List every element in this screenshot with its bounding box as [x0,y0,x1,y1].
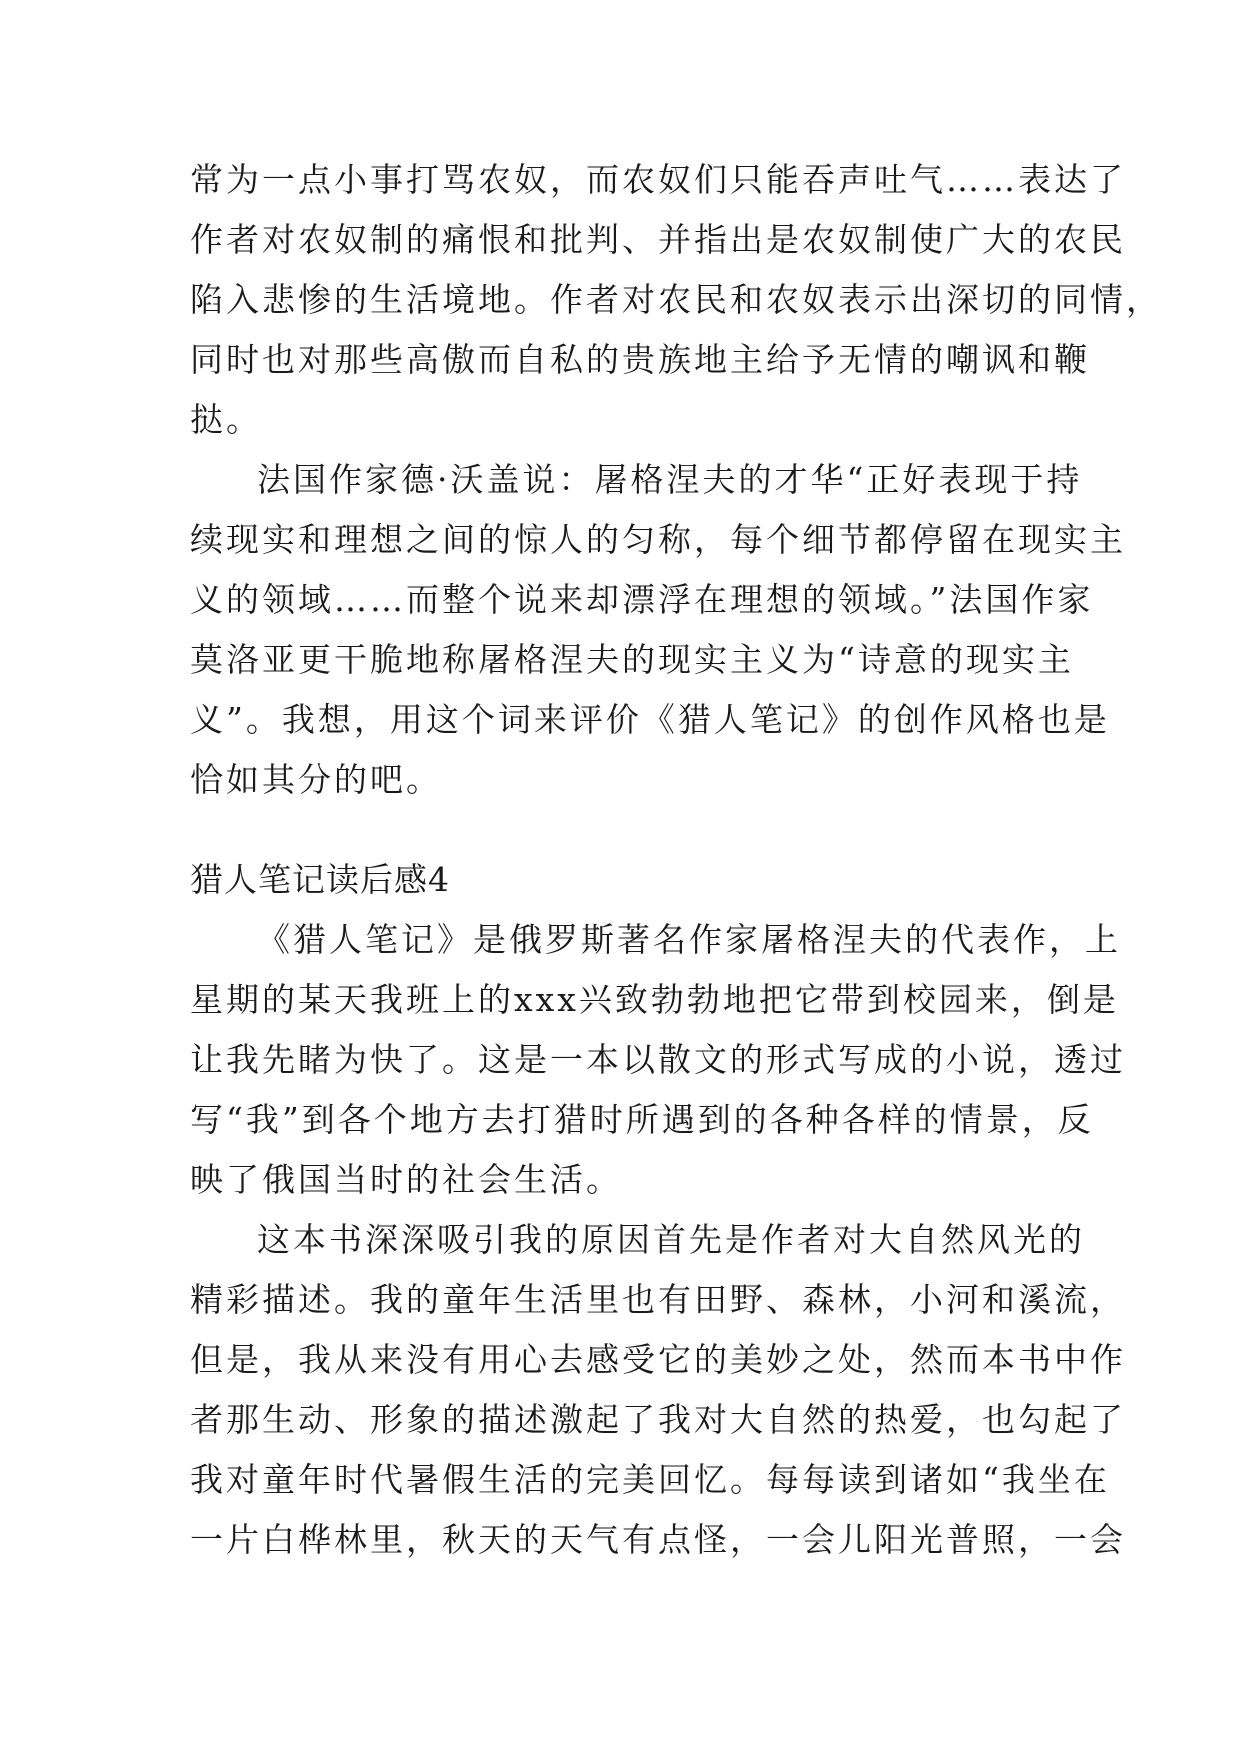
text-line: 星期的某天我班上的xxx兴致勃勃地把它带到校园来，倒是 [190,980,1119,1019]
paragraph-first-line: 法国作家德·沃盖说：屠格涅夫的才华“正好表现于持 [257,460,1083,499]
text-line: 一片白桦林里，秋天的天气有点怪，一会儿阳光普照，一会 [190,1520,1126,1559]
section-heading: 猎人笔记读后感4 [190,860,450,899]
text-line: 我对童年时代暑假生活的完美回忆。每每读到诸如“我坐在 [190,1460,1110,1499]
text-line: 写“我”到各个地方去打猎时所遇到的各种各样的情景，反 [190,1100,1094,1139]
text-line: 作者对农奴制的痛恨和批判、并指出是农奴制使广大的农民 [190,220,1126,259]
text-line: 挞。 [190,400,262,439]
paragraph-first-line: 《猎人笔记》是俄罗斯著名作家屠格涅夫的代表作，上 [257,920,1121,959]
text-line: 映了俄国当时的社会生活。 [190,1160,622,1199]
text-line: 义的领域……而整个说来却漂浮在理想的领域。”法国作家 [190,580,1094,619]
text-line: 莫洛亚更干脆地称屠格涅夫的现实主义为“诗意的现实主 [190,640,1074,679]
text-line: 让我先睹为快了。这是一本以散文的形式写成的小说，透过 [190,1040,1126,1079]
text-line: 恰如其分的吧。 [190,760,442,799]
text-line: 常为一点小事打骂农奴，而农奴们只能吞声吐气……表达了 [190,160,1126,199]
text-line: 精彩描述。我的童年生活里也有田野、森林，小河和溪流， [190,1280,1126,1319]
text-line: 义”。我想，用这个词来评价《猎人笔记》的创作风格也是 [190,700,1110,739]
paragraph-first-line: 这本书深深吸引我的原因首先是作者对大自然风光的 [257,1220,1085,1259]
text-line: 同时也对那些高傲而自私的贵族地主给予无情的嘲讽和鞭 [190,340,1090,379]
text-line: 续现实和理想之间的惊人的匀称，每个细节都停留在现实主 [190,520,1126,559]
text-line: 但是，我从来没有用心去感受它的美妙之处，然而本书中作 [190,1340,1126,1379]
text-line: 者那生动、形象的描述激起了我对大自然的热爱，也勾起了 [190,1400,1126,1439]
text-line: 陷入悲惨的生活境地。作者对农民和农奴表示出深切的同情， [190,280,1162,319]
